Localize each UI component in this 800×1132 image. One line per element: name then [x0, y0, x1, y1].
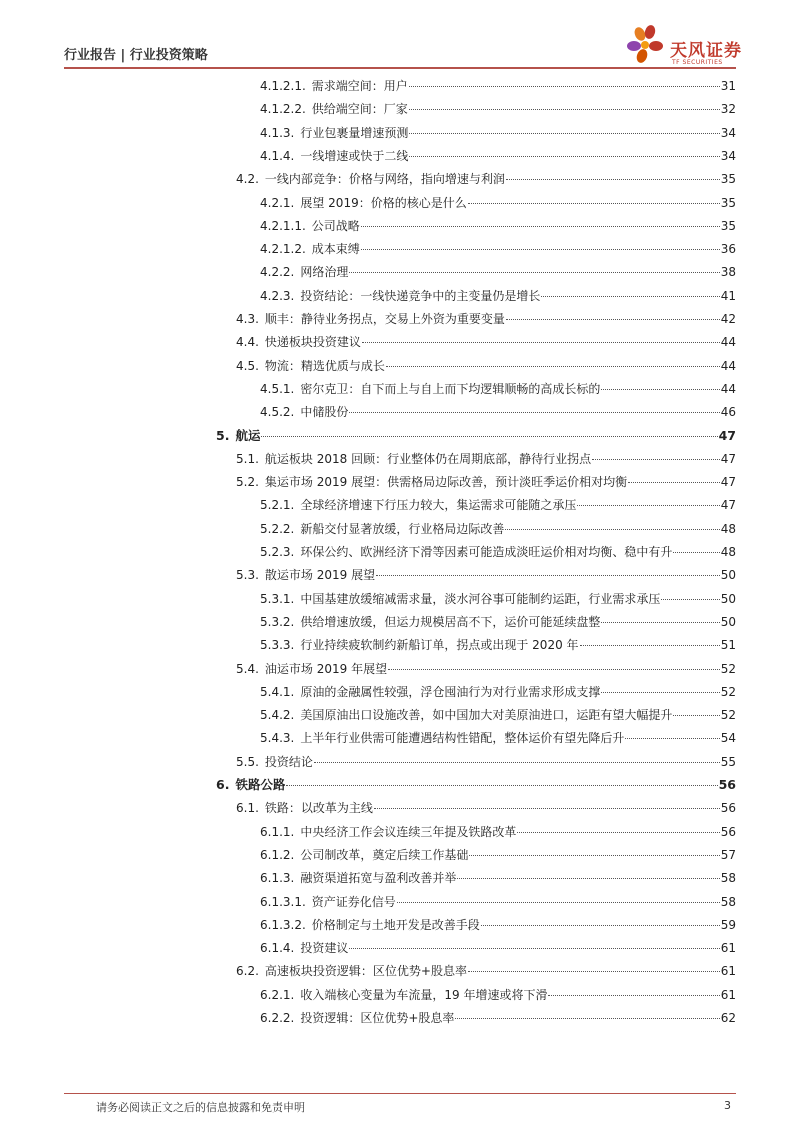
toc-entry-page: 61 [720, 964, 736, 979]
toc-entry-page: 50 [720, 591, 736, 606]
toc-entry-page: 34 [720, 148, 736, 163]
toc-entry-number: 5.5. [236, 754, 259, 769]
toc-dot-leader [601, 621, 719, 623]
toc-dot-leader [397, 901, 720, 903]
toc-entry-number: 6.1.2. [260, 847, 295, 862]
toc-entry-title: 密尔克卫：自下而上与自上而下均逻辑顺畅的高成长标的 [300, 381, 601, 396]
toc-entry-page: 44 [720, 358, 736, 373]
page-number: 3 [724, 1099, 731, 1112]
toc-entry-page: 47 [718, 427, 736, 443]
toc-entry-number: 6.1.3. [260, 871, 295, 886]
toc-entry-page: 38 [720, 265, 736, 280]
toc-dot-leader [580, 644, 720, 646]
toc-entry-title: 资产证券化信号 [311, 894, 396, 909]
toc-entry-title: 快递板块投资建议 [264, 335, 361, 350]
toc-entry[interactable] [260, 123, 736, 143]
toc-entry-number: 4.2.1. [260, 195, 295, 210]
toc-entry-number: 4.2.3. [260, 288, 295, 303]
toc-dot-leader [468, 202, 720, 204]
toc-entry-title: 环保公约、欧洲经济下滑等因素可能造成淡旺运价相对均衡、稳中有升 [300, 545, 673, 559]
toc-entry-title: 公司战略 [311, 218, 360, 233]
toc-dot-leader [314, 761, 720, 763]
header-divider [64, 67, 736, 69]
toc-dot-leader [374, 807, 720, 809]
toc-entry-page: 32 [720, 102, 736, 117]
toc-entry-page: 35 [720, 218, 736, 233]
toc-entry-page: 56 [718, 777, 736, 792]
toc-dot-leader [592, 458, 720, 460]
toc-entry-title: 中国基建放缓缩减需求量，淡水河谷事可能制约运距，行业需求承压 [300, 591, 661, 606]
toc-entry-page: 48 [720, 521, 736, 536]
toc-entry[interactable] [260, 1008, 736, 1028]
toc-entry-title: 供给端空间：厂家 [311, 102, 408, 117]
report-header-title: 行业报告 | 行业投资策略 [64, 48, 208, 63]
toc-dot-leader [661, 598, 719, 600]
toc-entry-number: 5.2.1. [260, 498, 295, 513]
toc-entry-number: 4.1.2.2. [260, 102, 306, 117]
toc-dot-leader [409, 108, 720, 110]
toc-entry-number: 6.1.1. [260, 824, 295, 839]
toc-entry-title: 新船交付显著放缓，行业格局边际改善 [300, 521, 505, 536]
toc-entry-page: 57 [720, 847, 736, 862]
toc-entry-number: 4.5.1. [260, 381, 295, 396]
toc-entry-title: 航运板块 2018 回顾：行业整体仍在周期底部，静待行业拐点 [264, 451, 592, 466]
toc-entry-title: 需求端空间：用户 [311, 79, 408, 93]
toc-entry[interactable] [236, 309, 736, 329]
toc-entry-title: 投资逻辑：区位优势+股息率 [300, 1011, 455, 1025]
toc-entry-title: 原油的金融属性较强，浮仓囤油行为对行业需求形成支撑 [300, 684, 601, 699]
toc-entry[interactable] [260, 845, 736, 865]
toc-entry[interactable] [260, 985, 736, 1005]
toc-entry-page: 52 [720, 708, 736, 723]
toc-entry-page: 47 [720, 498, 736, 513]
toc-entry[interactable] [260, 495, 736, 515]
toc-entry[interactable] [260, 239, 736, 259]
toc-entry-title: 投资结论：一线快递竞争中的主变量仍是增长 [300, 288, 541, 303]
toc-entry-title: 一线内部竞争：价格与网络，指向增速与利润 [264, 172, 505, 187]
toc-entry-number: 6.1.4. [260, 941, 295, 956]
toc-entry-page: 52 [720, 684, 736, 699]
toc-dot-leader [409, 155, 719, 157]
toc-entry-page: 50 [720, 614, 736, 629]
toc-entry-number: 5.3.1. [260, 591, 295, 606]
toc-entry-page: 58 [720, 894, 736, 909]
toc-entry-page: 44 [720, 381, 736, 396]
toc-entry-title: 价格制定与土地开发是改善手段 [311, 917, 480, 932]
toc-entry[interactable] [260, 822, 736, 842]
toc-dot-leader [286, 784, 717, 786]
toc-entry-number: 5.2.2. [260, 521, 295, 536]
footer-disclaimer: 请务必阅读正文之后的信息披露和免责申明 [96, 1101, 305, 1114]
toc-entry-number: 5.3. [236, 568, 259, 583]
toc-dot-leader [349, 411, 719, 413]
toc-dot-leader [468, 970, 720, 972]
toc-entry[interactable] [260, 99, 736, 119]
toc-entry[interactable] [260, 76, 736, 96]
toc-entry-title: 美国原油出口设施改善，如中国加大对美原油进口，运距有望大幅提升 [300, 708, 673, 723]
brand-name-cn: 天风证券 [670, 41, 742, 61]
toc-entry-page: 35 [720, 172, 736, 187]
toc-entry[interactable] [236, 332, 736, 352]
toc-dot-leader [506, 178, 720, 180]
toc-entry-page: 61 [720, 941, 736, 956]
toc-entry-page: 46 [720, 405, 736, 420]
toc-dot-leader [625, 737, 719, 739]
toc-entry-title: 铁路：以改革为主线 [264, 801, 373, 816]
toc-entry-number: 5.1. [236, 451, 259, 466]
toc-entry[interactable] [260, 915, 736, 935]
toc-entry-number: 5. [216, 427, 230, 443]
toc-entry-title: 公司制改革，奠定后续工作基础 [300, 847, 469, 862]
toc-entry-title: 一线增速或快于二线 [300, 148, 409, 163]
toc-dot-leader [541, 295, 719, 297]
toc-entry-page: 61 [720, 987, 736, 1002]
toc-entry-number: 5.3.2. [260, 614, 295, 629]
toc-dot-leader [517, 831, 719, 833]
toc-dot-leader [361, 248, 720, 250]
toc-entry-number: 6.1. [236, 801, 259, 816]
toc-entry-number: 5.3.3. [260, 638, 295, 653]
toc-entry[interactable] [236, 565, 736, 585]
toc-entry[interactable] [260, 402, 736, 422]
toc-entry[interactable] [260, 216, 736, 236]
toc-dot-leader [361, 225, 720, 227]
toc-entry[interactable] [216, 426, 736, 446]
toc-entry[interactable] [260, 682, 736, 702]
toc-entry-number: 5.2.3. [260, 545, 295, 559]
toc-entry[interactable] [260, 379, 736, 399]
toc-entry-page: 42 [720, 312, 736, 326]
toc-entry-number: 4.2.1.1. [260, 218, 306, 233]
toc-entry-page: 56 [720, 801, 736, 816]
toc-entry-page: 48 [720, 545, 736, 559]
toc-entry-number: 6. [216, 777, 230, 792]
toc-entry[interactable] [236, 449, 736, 469]
toc-entry-title: 成本束缚 [311, 242, 360, 257]
toc-entry-number: 4.1.2.1. [260, 79, 306, 93]
toc-entry-page: 50 [720, 568, 736, 583]
toc-dot-leader [388, 668, 720, 670]
toc-dot-leader [409, 85, 720, 87]
toc-entry-title: 油运市场 2019 年展望 [264, 661, 388, 676]
toc-dot-leader [673, 714, 719, 716]
toc-entry-number: 6.1.3.2. [260, 917, 306, 932]
toc-entry-number: 4.2.1.2. [260, 242, 306, 257]
toc-entry-title: 投资结论 [264, 754, 313, 769]
toc-entry-title: 集运市场 2019 展望：供需格局边际改善，预计淡旺季运价相对均衡 [264, 475, 628, 490]
toc-entry-page: 56 [720, 824, 736, 839]
toc-entry-number: 5.4.1. [260, 684, 295, 699]
toc-dot-leader [376, 574, 720, 576]
toc-entry[interactable] [260, 868, 736, 888]
toc-entry-page: 54 [720, 731, 736, 746]
toc-entry-title: 铁路公路 [235, 777, 286, 792]
toc-entry[interactable] [236, 169, 736, 189]
toc-entry-page: 36 [720, 242, 736, 257]
toc-entry[interactable] [236, 961, 736, 981]
toc-entry-number: 4.1.4. [260, 148, 295, 163]
toc-entry-title: 航运 [235, 427, 261, 443]
toc-entry-page: 41 [720, 288, 736, 303]
toc-entry-number: 4.2.2. [260, 265, 295, 280]
toc-dot-leader [506, 318, 720, 320]
toc-entry-title: 中央经济工作会议连续三年提及铁路改革 [300, 824, 517, 839]
toc-entry-title: 上半年行业供需可能遭遇结构性错配，整体运价有望先降后升 [300, 731, 625, 746]
toc-dot-leader [362, 341, 720, 343]
toc-entry-title: 行业持续疲软制约新船订单，拐点或出现于 2020 年 [300, 638, 579, 653]
toc-entry-number: 6.2.2. [260, 1011, 295, 1025]
toc-entry[interactable] [260, 519, 736, 539]
toc-entry[interactable] [260, 635, 736, 655]
toc-entry[interactable] [216, 775, 736, 795]
toc-entry[interactable] [236, 798, 736, 818]
toc-entry[interactable] [236, 752, 736, 772]
toc-dot-leader [349, 947, 719, 949]
toc-entry[interactable] [260, 262, 736, 282]
toc-entry-page: 31 [720, 79, 736, 93]
toc-entry[interactable] [260, 705, 736, 725]
toc-entry-title: 融资渠道拓宽与盈利改善并举 [300, 871, 457, 886]
toc-entry[interactable] [260, 938, 736, 958]
toc-dot-leader [628, 481, 720, 483]
toc-entry[interactable] [260, 728, 736, 748]
toc-entry[interactable] [260, 892, 736, 912]
toc-entry-page: 52 [720, 661, 736, 676]
toc-entry-page: 47 [720, 451, 736, 466]
toc-dot-leader [673, 551, 719, 553]
toc-dot-leader [457, 877, 719, 879]
toc-entry[interactable] [260, 542, 736, 562]
toc-entry[interactable] [260, 146, 736, 166]
toc-entry-number: 6.2. [236, 964, 259, 979]
toc-entry-number: 5.4.3. [260, 731, 295, 746]
toc-entry-page: 34 [720, 125, 736, 140]
footer-divider [64, 1093, 736, 1094]
toc-entry-number: 6.2.1. [260, 987, 295, 1002]
toc-entry[interactable] [236, 472, 736, 492]
toc-dot-leader [455, 1017, 719, 1019]
toc-dot-leader [601, 388, 719, 390]
toc-dot-leader [601, 691, 719, 693]
toc-entry-page: 55 [720, 754, 736, 769]
toc-entry-page: 59 [720, 917, 736, 932]
toc-entry[interactable] [260, 612, 736, 632]
toc-entry-page: 47 [720, 475, 736, 490]
toc-dot-leader [548, 994, 719, 996]
toc-entry-title: 散运市场 2019 展望 [264, 568, 376, 583]
toc-entry[interactable] [236, 659, 736, 679]
toc-dot-leader [386, 365, 720, 367]
toc-entry[interactable] [236, 356, 736, 376]
toc-entry-title: 投资建议 [300, 941, 349, 956]
toc-entry-page: 35 [720, 195, 736, 210]
toc-entry-number: 6.1.3.1. [260, 894, 306, 909]
toc-entry-title: 高速板块投资逻辑：区位优势+股息率 [264, 964, 467, 979]
toc-entry-number: 4.3. [236, 312, 259, 326]
toc-dot-leader [349, 271, 719, 273]
toc-entry-page: 62 [720, 1011, 736, 1025]
toc-dot-leader [577, 504, 719, 506]
toc-entry-title: 展望 2019：价格的核心是什么 [300, 195, 467, 210]
toc-dot-leader [261, 435, 717, 437]
toc-entry-title: 收入端核心变量为车流量，19 年增速或将下滑 [300, 987, 548, 1002]
toc-entry-number: 4.2. [236, 172, 259, 187]
toc-entry-page: 44 [720, 335, 736, 350]
toc-entry-number: 4.4. [236, 335, 259, 350]
toc-entry-number: 5.4.2. [260, 708, 295, 723]
toc-entry-title: 供给增速放缓，但运力规模居高不下，运价可能延续盘整 [300, 614, 601, 629]
toc-entry-page: 58 [720, 871, 736, 886]
toc-entry-number: 5.2. [236, 475, 259, 490]
toc-entry-number: 4.5.2. [260, 405, 295, 420]
toc-entry-title: 中储股份 [300, 405, 349, 420]
toc-entry-title: 顺丰：静待业务拐点，交易上外资为重要变量 [264, 312, 505, 326]
brand-name-en: TF SECURITIES [672, 59, 723, 66]
toc-entry[interactable] [260, 589, 736, 609]
toc-dot-leader [409, 132, 719, 134]
toc-entry-number: 4.1.3. [260, 125, 295, 140]
toc-entry[interactable] [260, 193, 736, 213]
toc-entry[interactable] [260, 286, 736, 306]
toc-entry-title: 全球经济增速下行压力较大，集运需求可能随之承压 [300, 498, 577, 513]
toc-entry-number: 4.5. [236, 358, 259, 373]
toc-entry-number: 5.4. [236, 661, 259, 676]
toc-dot-leader [481, 924, 720, 926]
toc-entry-title: 物流：精选优质与成长 [264, 358, 385, 373]
toc-entry-title: 行业包裹量增速预测 [300, 125, 409, 140]
toc-entry-title: 网络治理 [300, 265, 349, 280]
toc-dot-leader [505, 528, 719, 530]
toc-entry-page: 51 [720, 638, 736, 653]
toc-dot-leader [469, 854, 719, 856]
